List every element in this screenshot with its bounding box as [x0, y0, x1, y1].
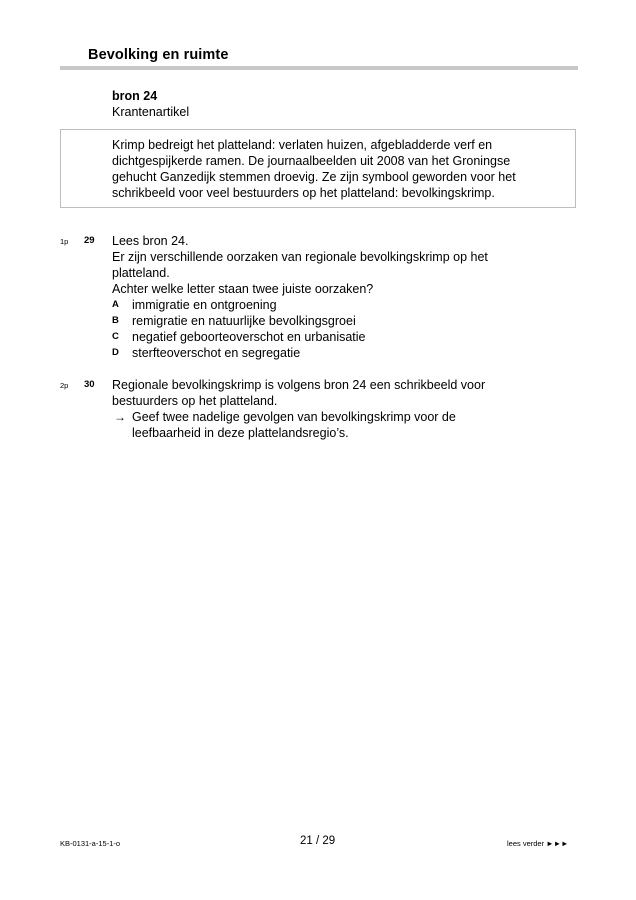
- question-line: Er zijn verschillende oorzaken van regionale bevolkingskrimp op het: [112, 250, 488, 264]
- task-instruction: [112, 409, 542, 441]
- question-number: 29: [84, 235, 95, 246]
- answer-option-d[interactable]: [112, 345, 542, 361]
- option-text: sterfteoverschot en segregatie: [132, 346, 301, 360]
- option-letter: C: [112, 331, 119, 342]
- answer-option-a[interactable]: [112, 297, 542, 313]
- source-line: dichtgespijkerde ramen. De journaalbeelden uit 2008 van het Groningse: [112, 154, 511, 168]
- task-line: Geef twee nadelige gevolgen van bevolkingskrimp voor de: [132, 410, 456, 424]
- question-line: platteland.: [112, 266, 170, 280]
- source-line: schrikbeeld voor veel bestuurders op het platteland: bevolkingskrimp.: [112, 186, 495, 200]
- source-text: [112, 137, 562, 201]
- source-title: bron 24: [112, 89, 158, 103]
- option-letter: B: [112, 315, 119, 326]
- question-points: 1p: [60, 237, 69, 246]
- answer-option-b[interactable]: [112, 313, 542, 329]
- question-body: [112, 377, 542, 441]
- question-body: [112, 233, 542, 361]
- option-text: immigratie en ontgroening: [132, 298, 277, 312]
- option-text: negatief geboorteoverschot en urbanisatie: [132, 330, 366, 344]
- continue-indicator: lees verder ►►►: [507, 839, 569, 848]
- answer-option-c[interactable]: [112, 329, 542, 345]
- source-line: gehucht Ganzedijk stemmen droevig. Ze zijn symbool geworden voor het: [112, 170, 516, 184]
- exam-code: KB-0131-a-15-1-o: [60, 839, 121, 848]
- page-number: 21 / 29: [300, 835, 336, 847]
- page-title: Bevolking en ruimte: [88, 47, 229, 63]
- arrow-right-icon: →: [114, 410, 126, 424]
- option-text: remigratie en natuurlijke bevolkingsgroei: [132, 314, 356, 328]
- task-line: leefbaarheid in deze plattelandsregio’s.: [132, 426, 349, 440]
- question-line: Lees bron 24.: [112, 234, 189, 248]
- header-divider: [60, 66, 578, 70]
- question-line: Achter welke letter staan twee juiste oorzaken?: [112, 282, 374, 296]
- question-line: bestuurders op het platteland.: [112, 394, 278, 408]
- question-number: 30: [84, 379, 95, 390]
- question-line: Regionale bevolkingskrimp is volgens bron 24 een schrikbeeld voor: [112, 378, 486, 392]
- source-subtitle: Krantenartikel: [112, 105, 190, 119]
- source-line: Krimp bedreigt het platteland: verlaten huizen, afgebladderde verf en: [112, 138, 493, 152]
- question-points: 2p: [60, 381, 69, 390]
- option-letter: D: [112, 347, 119, 358]
- option-letter: A: [112, 299, 119, 310]
